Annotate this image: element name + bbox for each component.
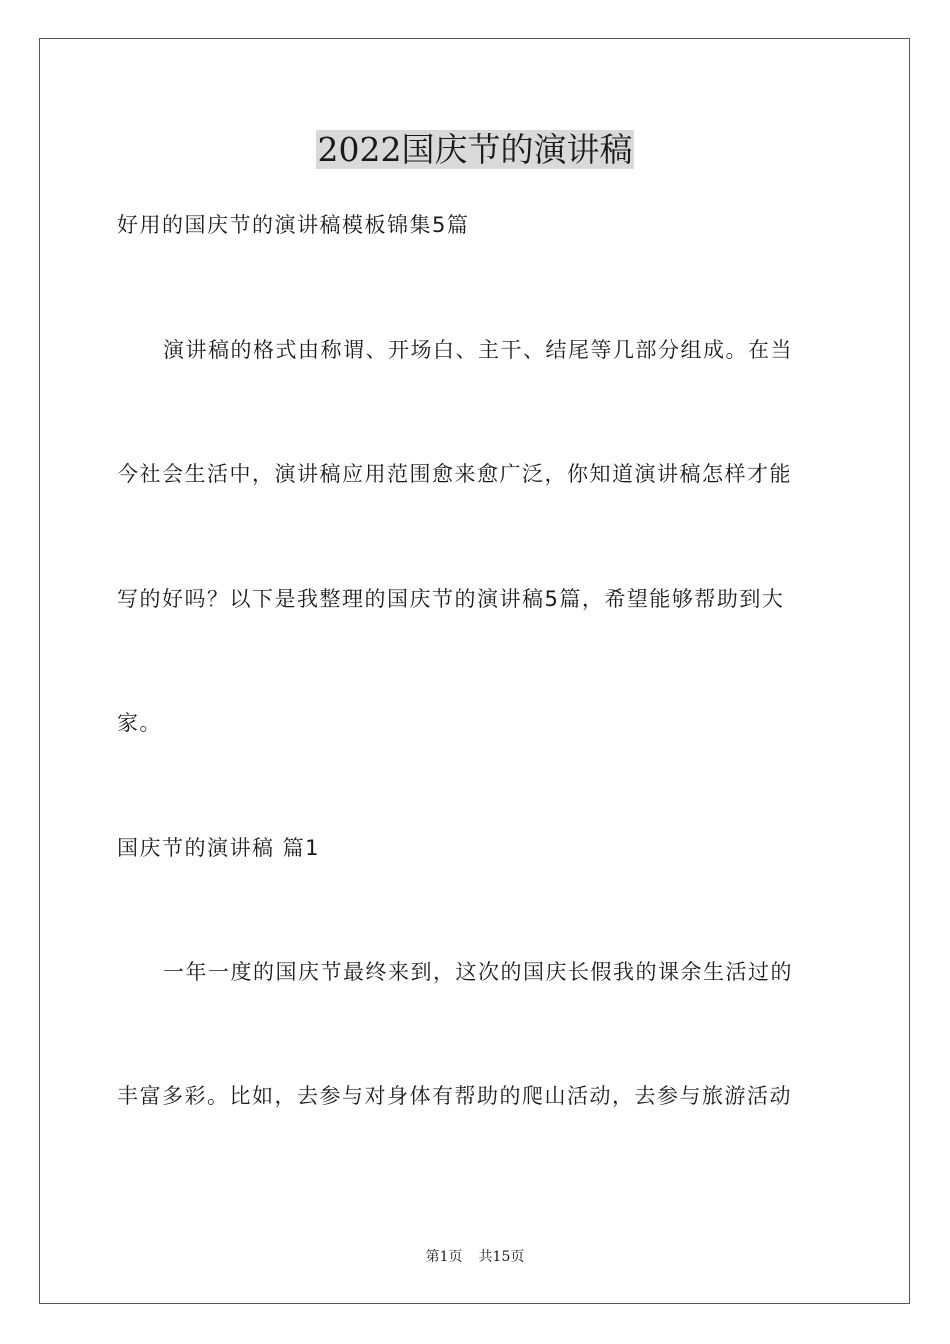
footer-page-total: 共15页	[478, 1249, 525, 1265]
page-footer	[0, 1248, 950, 1266]
section-heading: 国庆节的演讲稿 篇1	[117, 836, 321, 860]
document-title	[0, 129, 950, 171]
body-line-1: 一年一度的国庆节最终来到，这次的国庆长假我的课余生活过的	[163, 960, 793, 984]
intro-line-1: 演讲稿的格式由称谓、开场白、主干、结尾等几部分组成。在当	[163, 338, 793, 362]
subtitle: 好用的国庆节的演讲稿模板锦集5篇	[117, 213, 470, 237]
intro-line-3: 写的好吗？以下是我整理的国庆节的演讲稿5篇，希望能够帮助到大	[117, 587, 785, 611]
footer-page-current: 第1页	[425, 1249, 463, 1265]
body-line-2: 丰富多彩。比如，去参与对身体有帮助的爬山活动，去参与旅游活动	[117, 1084, 792, 1108]
intro-line-2: 今社会生活中，演讲稿应用范围愈来愈广泛，你知道演讲稿怎样才能	[117, 462, 792, 486]
intro-line-4: 家。	[117, 711, 162, 735]
title-text: 2022国庆节的演讲稿	[317, 130, 633, 169]
